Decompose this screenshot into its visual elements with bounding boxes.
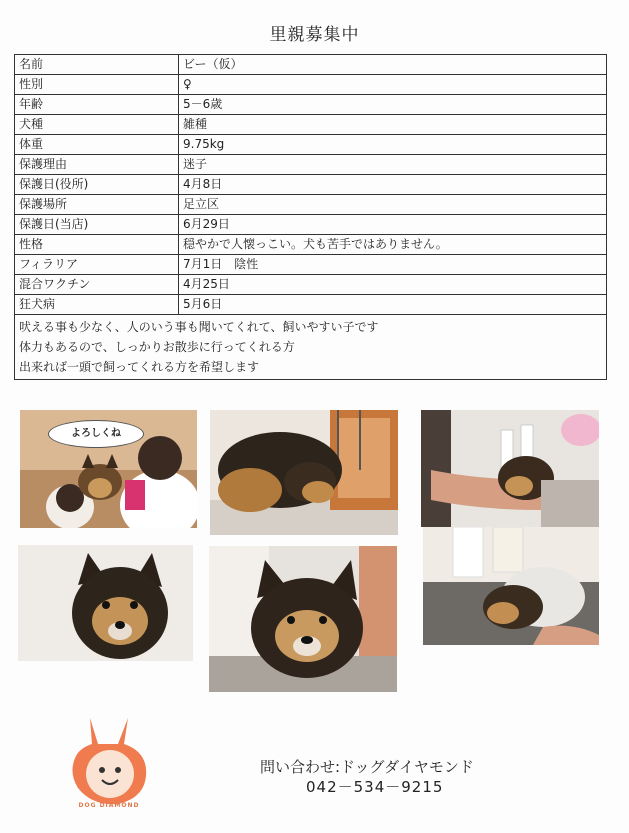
field-value: 迷子 xyxy=(179,155,607,175)
field-label: フィラリア xyxy=(15,255,179,275)
field-label: 混合ワクチン xyxy=(15,275,179,295)
table-row xyxy=(15,215,607,235)
table-row xyxy=(15,275,607,295)
remarks-row xyxy=(15,315,607,380)
photo-dog-in-sink xyxy=(209,546,397,692)
field-label: 保護場所 xyxy=(15,195,179,215)
contact-phone: 042－534－9215 xyxy=(306,778,444,796)
table-row xyxy=(15,115,607,135)
remarks-line: 体力もあるので、しっかりお散歩に行ってくれる方 xyxy=(19,340,295,354)
field-label: 年齢 xyxy=(15,95,179,115)
speech-bubble: よろしくね xyxy=(48,420,144,448)
field-value: 雑種 xyxy=(179,115,607,135)
table-row xyxy=(15,255,607,275)
field-value: 4月8日 xyxy=(179,175,607,195)
profile-table xyxy=(14,54,607,380)
dog-diamond-logo xyxy=(62,714,154,814)
field-value: 6月29日 xyxy=(179,215,607,235)
field-value: 7月1日 陰性 xyxy=(179,255,607,275)
photo-grooming-side xyxy=(421,410,599,527)
field-value: 穏やかで人懐っこい。犬も苦手ではありません。 xyxy=(179,235,607,255)
field-label: 犬種 xyxy=(15,115,179,135)
table-row xyxy=(15,195,607,215)
photo-dog-shampoo-image xyxy=(423,527,599,645)
field-label: 保護理由 xyxy=(15,155,179,175)
field-value: ♀ xyxy=(179,75,607,95)
field-value: 足立区 xyxy=(179,195,607,215)
field-label: 性別 xyxy=(15,75,179,95)
field-value: 4月25日 xyxy=(179,275,607,295)
photo-grooming-side-image xyxy=(421,410,599,527)
table-row xyxy=(15,175,607,195)
field-value: ビー（仮） xyxy=(179,55,607,75)
field-label: 保護日(役所) xyxy=(15,175,179,195)
table-row xyxy=(15,155,607,175)
photo-dog-face xyxy=(18,545,193,661)
field-label: 保護日(当店) xyxy=(15,215,179,235)
photo-dog-face-image xyxy=(18,545,193,661)
field-label: 狂犬病 xyxy=(15,295,179,315)
table-row xyxy=(15,75,607,95)
photo-dog-with-staff xyxy=(20,410,197,528)
logo-text: DOG DIAMOND xyxy=(78,802,140,809)
page-title: 里親募集中 xyxy=(269,25,360,45)
field-label: 体重 xyxy=(15,135,179,155)
photo-dog-lying xyxy=(210,410,398,535)
field-label: 性格 xyxy=(15,235,179,255)
photo-dog-in-sink-image xyxy=(209,546,397,692)
table-row xyxy=(15,55,607,75)
field-value: 5月6日 xyxy=(179,295,607,315)
remarks-line: 吠える事も少なく、人のいう事も聞いてくれて、飼いやすい子です xyxy=(19,320,379,334)
photo-dog-lying-image xyxy=(210,410,398,535)
remarks-line: 出来れば一頭で飼ってくれる方を希望します xyxy=(19,360,260,374)
field-label: 名前 xyxy=(15,55,179,75)
remarks-cell xyxy=(15,315,607,380)
table-row xyxy=(15,295,607,315)
table-row xyxy=(15,235,607,255)
table-row xyxy=(15,135,607,155)
table-row xyxy=(15,95,607,115)
field-value: 9.75kg xyxy=(179,135,607,155)
photo-dog-shampoo xyxy=(423,527,599,645)
contact-label: 問い合わせ:ドッグダイヤモンド xyxy=(260,758,474,776)
field-value: 5－6歳 xyxy=(179,95,607,115)
